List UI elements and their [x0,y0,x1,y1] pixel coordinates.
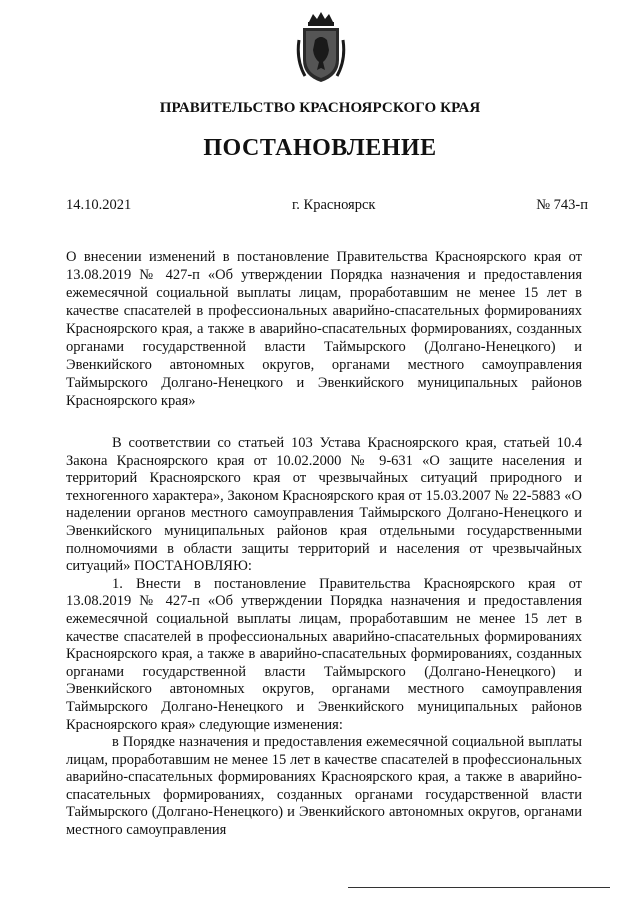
document-meta-row [66,197,588,214]
footer-divider [348,887,610,888]
document-type-title: ПОСТАНОВЛЕНИЕ [203,135,437,161]
government-name: ПРАВИТЕЛЬСТВО КРАСНОЯРСКОГО КРАЯ [159,100,481,116]
item-1-paragraph: 1. Внести в постановление Правительства Красноярского края от 13.08.2019 № 427-п «Об утверждении Порядка назначения и предоставления ежемесячной социальной выплаты лицам, проработавшим не менее 15 лет в качестве спасателей в профессиональных аварийно-спасательных формированиях Красноярского края, а также в аварийно-спасательных формированиях, созданных органами государственной власти Таймырского (Долгано-Ненецкого) и Эвенкийского автономных округов, органами местного самоуправления Таймырского Долгано-Ненецкого и Эвенкийского муниципальных районов Красноярского края» следующие изменения: [66,575,582,733]
document-body [66,435,582,840]
document-number: № 743-п [536,197,588,213]
item-1-subparagraph: в Порядке назначения и предоставления ежемесячной социальной выплаты лицам, проработавшим не менее 15 лет в качестве спасателей в профессиональных аварийно-спасательных формированиях Красноярского края, а также в аварийно-спасательных формированиях, созданных органами государственной власти Таймырского (Долгано-Ненецкого) и Эвенкийского автономных округов, органами местного самоуправления [66,734,582,839]
coat-of-arms-icon [295,10,347,86]
document-date: 14.10.2021 [66,197,132,213]
document-subject: О внесении изменений в постановление Правительства Красноярского края от 13.08.2019 № 427-п «Об утверждении Порядка назначения и предоставления ежемесячной социальной выплаты лицам, проработавшим не менее 15 лет в качестве спасателей в профессиональных аварийно-спасательных формированиях Красноярского края, а также в аварийно-спасательных формированиях, созданных органами государственной власти Таймырского (Долгано-Ненецкого) и Эвенкийского автономных округов, органами местного самоуправления Таймырского Долгано-Ненецкого и Эвенкийского муниципальных районов Красноярского края» [66,249,582,409]
preamble-paragraph: В соответствии со статьей 103 Устава Красноярского края, статьей 10.4 Закона Красноярского края от 10.02.2000 № 9-631 «О защите населения и территорий Красноярского края от чрезвычайных ситуаций природного и техногенного характера», Законом Красноярского края от 15.03.2007 № 22-5883 «О наделении органов местного самоуправления Таймырского Долгано-Ненецкого и Эвенкийского муниципальных районов края отдельными государственными полномочиями в области защиты территорий и населения от чрезвычайных ситуаций» ПОСТАНОВЛЯЮ: [66,435,582,575]
document-city: г. Красноярск [291,197,376,213]
